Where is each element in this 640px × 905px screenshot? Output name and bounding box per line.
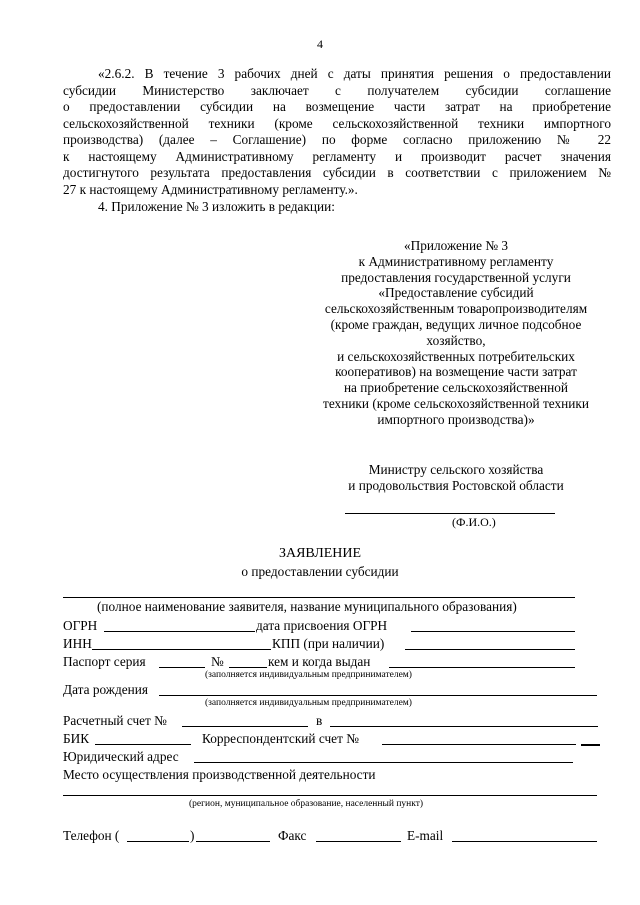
passport-series-field[interactable] [159,667,205,668]
text-line: о предоставлении субсидии на возмещение части затрат на приобретение [63,99,611,114]
corr-account-field-end[interactable] [581,744,600,746]
account-label: Расчетный счет № [63,713,167,728]
region-hint: (регион, муниципальное образование, населенный пункт) [189,799,424,809]
corr-account-field[interactable] [382,744,576,745]
fio-label: (Ф.И.О.) [452,515,496,529]
email-field[interactable] [452,841,597,842]
fax-field[interactable] [316,841,401,842]
appendix-line: сельскохозяйственным товаропроизводителям [324,301,588,317]
appendix-line: «Предоставление субсидий [378,285,534,301]
recipient-block [300,462,612,494]
appendix-line: к Административному регламенту [358,253,554,269]
text-line: субсидии Министерство заключает с получателем субсидии соглашение [63,82,611,98]
production-place-label: Место осуществления производственной деятельности [63,767,376,782]
appendix-line: импортного производства)» [377,411,535,427]
page-number: 4 [317,37,323,51]
appendix-line: и сельскохозяйственных потребительских [337,348,575,364]
ogrn-field[interactable] [104,631,255,632]
phone-close: ) [190,828,195,843]
fax-label: Факс [278,828,307,843]
ogrn-label: ОГРН [63,618,98,633]
paragraph-2-6-2 [63,66,611,198]
ogrn-date-label: дата присвоения ОГРН [256,618,388,633]
text-line: к настоящему Административному регламенту и производит расчет значения [63,148,611,164]
text-line: 27 к настоящему Административному регламенту.». [63,181,358,197]
passport-number-field[interactable] [229,667,267,668]
appendix-line: техники (кроме сельскохозяйственной техники [323,395,589,411]
bik-field[interactable] [95,744,191,745]
account-field[interactable] [182,726,308,727]
ip-hint-2: (заполняется индивидуальным предпринимателем) [205,698,412,708]
recipient-line: и продовольствия Ростовской области [348,478,564,493]
text-line: «2.6.2. В течение 3 рабочих дней с даты принятия решения о предоставлении [98,66,611,81]
appendix-line: кооперативов) на возмещение части затрат [335,364,577,380]
ip-hint: (заполняется индивидуальным предпринимателем) [205,670,412,680]
inn-field[interactable] [92,649,271,650]
phone-field[interactable] [196,841,270,842]
passport-number-label: № [211,654,224,669]
inn-label: ИНН [63,636,92,651]
appendix-line: на приобретение сельскохозяйственной [343,380,569,396]
kpp-field[interactable] [405,649,575,650]
text-line: производства) (далее – Соглашение) по форме согласно приложению № 22 [63,132,611,147]
ogrn-date-field[interactable] [411,631,575,632]
appendix-line: хозяйство, [426,332,486,348]
kpp-label: КПП (при наличии) [272,636,385,651]
bank-in-label: в [316,713,323,728]
bank-name-field[interactable] [330,726,598,727]
paragraph-4: 4. Приложение № 3 изложить в редакции: [98,199,335,214]
legal-address-label: Юридический адрес [63,749,179,764]
email-label: E-mail [407,828,444,843]
issued-label: кем и когда выдан [268,654,371,669]
phone-code-field[interactable] [127,841,189,842]
appendix-header [300,238,612,428]
text-line: достигнутого результата предоставления субсидии в соответствии с приложением № [63,165,611,180]
birth-date-label: Дата рождения [63,682,148,697]
applicant-name-field[interactable] [63,597,575,598]
passport-label: Паспорт серия [63,654,146,669]
form-title: ЗАЯВЛЕНИЕ [278,546,362,561]
issued-field[interactable] [389,667,575,668]
fio-line[interactable] [345,513,555,514]
phone-label: Телефон ( [63,828,120,843]
recipient-line: Министру сельского хозяйства [368,462,544,477]
production-place-field[interactable] [63,795,597,796]
appendix-line: (кроме граждан, ведущих личное подсобное [330,316,582,332]
appendix-line: предоставления государственной услуги [341,269,571,285]
birth-date-field[interactable] [159,695,597,696]
form-subtitle: о предоставлении субсидии [241,564,399,579]
corr-account-label: Корреспондентский счет № [202,731,359,746]
legal-address-field[interactable] [194,762,573,763]
applicant-hint: (полное наименование заявителя, название муниципального образования) [97,599,517,614]
bik-label: БИК [63,731,90,746]
appendix-line: «Приложение № 3 [404,238,508,253]
text-line: сельскохозяйственной техники (кроме сельскохозяйственной техники импортного [63,115,611,131]
